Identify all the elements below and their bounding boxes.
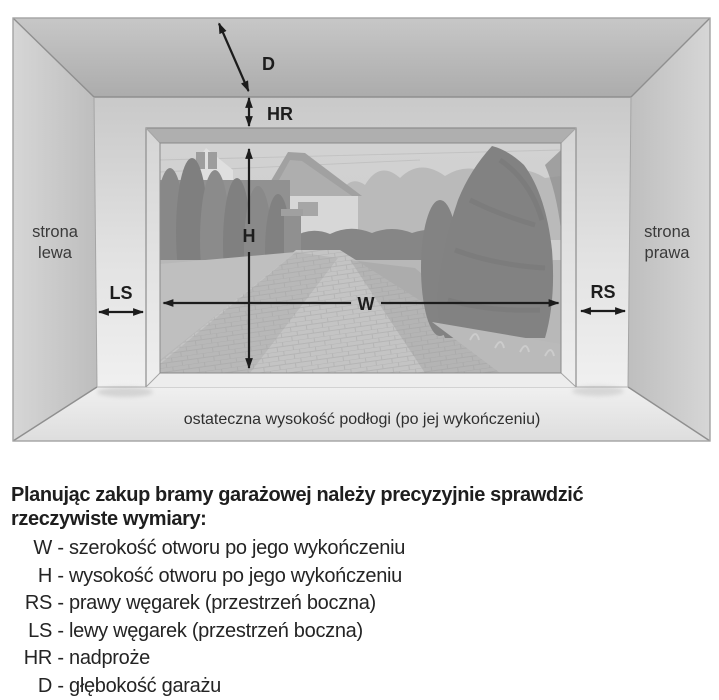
legend-desc: szerokość otworu po jego wykończeniu — [69, 537, 406, 559]
legend-item-hr — [11, 645, 711, 673]
left-jamb-shadow — [97, 387, 153, 397]
frame-left-band — [146, 128, 160, 387]
legend-separator: - — [57, 564, 64, 587]
label-ls: LS — [109, 283, 133, 303]
legend-heading-line2: rzeczywiste wymiary: — [11, 507, 207, 530]
left-wall-caption-line2: lewa — [38, 244, 72, 262]
frame-right-band — [561, 128, 576, 387]
legend-heading-line1: Planując zakup bramy garażowej należy precyzyjnie sprawdzić — [11, 484, 584, 506]
legend-code: HR — [23, 647, 52, 669]
outdoor-photo — [155, 143, 561, 373]
legend — [0, 460, 719, 700]
legend-item-ls — [11, 618, 711, 646]
frame-top-band — [146, 128, 576, 143]
legend-item-w — [11, 535, 711, 563]
right-jamb-shadow — [572, 386, 624, 396]
legend-code: H — [37, 564, 52, 587]
legend-desc: prawy węgarek (przestrzeń boczna) — [69, 592, 376, 614]
legend-separator: - — [57, 674, 64, 697]
legend-item-h — [11, 563, 711, 591]
legend-item-rs — [11, 590, 711, 618]
legend-separator: - — [57, 592, 64, 614]
legend-item-d — [11, 673, 711, 700]
legend-desc: lewy węgarek (przestrzeń boczna) — [69, 619, 363, 642]
legend-list — [11, 535, 711, 700]
legend-separator: - — [57, 537, 64, 559]
legend-code: W — [33, 537, 52, 559]
ceiling — [13, 18, 710, 97]
legend-desc: głębokość garażu — [69, 674, 221, 697]
legend-code: RS — [24, 592, 52, 614]
legend-code: D — [37, 674, 52, 697]
left-wall-caption-line1: strona — [32, 223, 78, 241]
label-w: W — [357, 294, 375, 314]
legend-desc: wysokość otworu po jego wykończeniu — [69, 564, 403, 587]
legend-separator: - — [57, 647, 64, 669]
label-h: H — [242, 226, 256, 246]
photo-wash-overlay — [160, 143, 561, 373]
label-rs: RS — [590, 282, 616, 302]
legend-separator: - — [57, 619, 64, 642]
label-hr: HR — [267, 104, 293, 124]
legend-code: LS — [28, 619, 52, 642]
floor-caption: ostateczna wysokość podłogi (po jej wykończeniu) — [183, 411, 541, 428]
label-d: D — [262, 54, 275, 74]
legend-desc: nadproże — [69, 647, 150, 669]
right-wall-caption-line1: strona — [644, 223, 690, 241]
right-wall-caption-line2: prawa — [644, 244, 690, 262]
frame-threshold-band — [146, 373, 576, 387]
legend-heading — [11, 484, 711, 531]
